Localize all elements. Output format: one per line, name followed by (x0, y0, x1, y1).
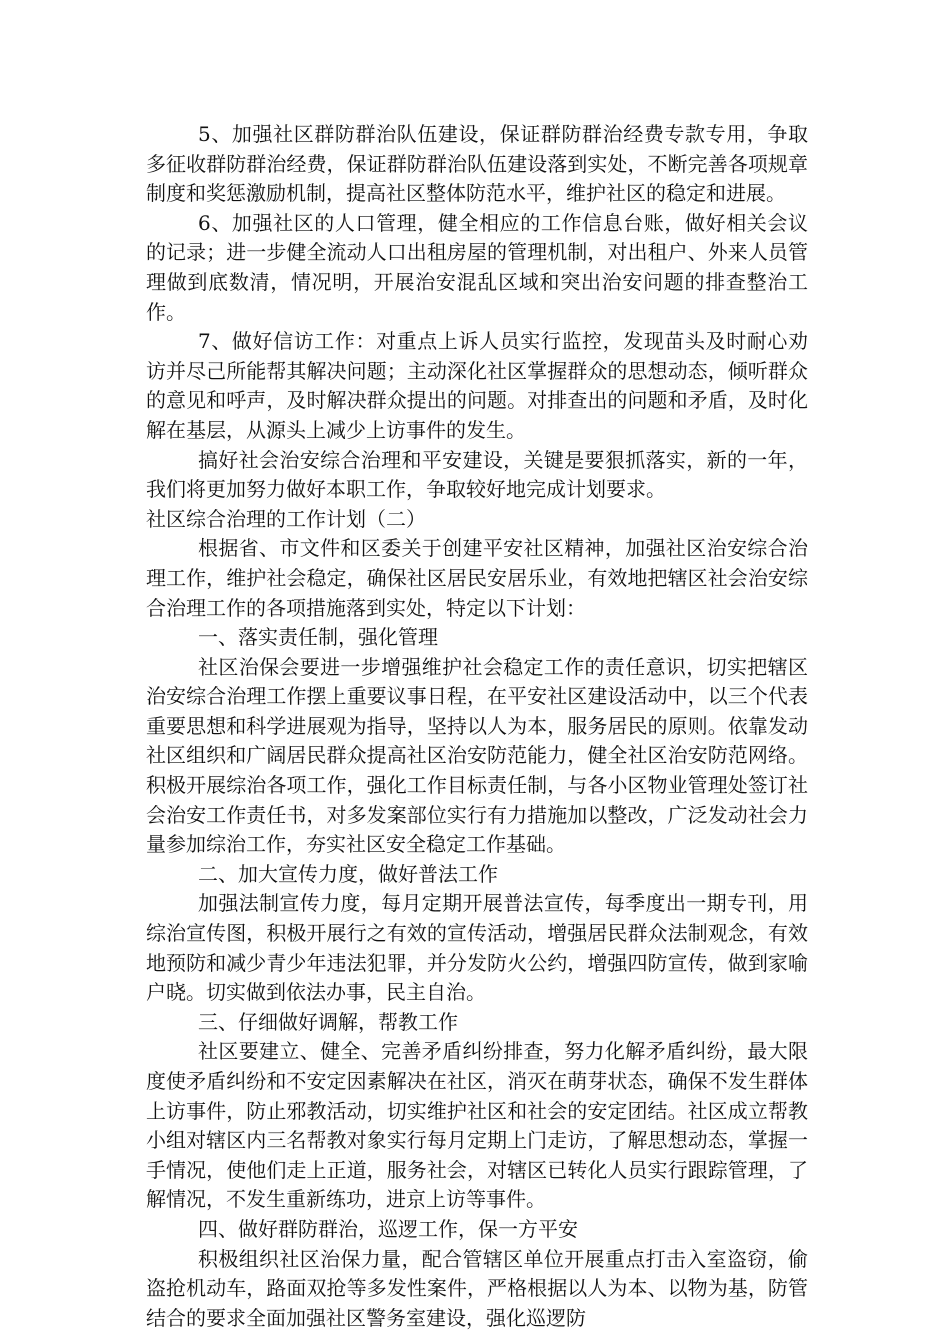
heading-2: 二、加大宣传力度，做好普法工作 (198, 861, 498, 886)
paragraph-2: 加强法制宣传力度，每月定期开展普法宣传，每季度出一期专刊，用综治宣传图，积极开展行之有效的宣传活动，增强居民群众法制观念，有效地预防和减少青少年违法犯罪，并分发防火公约，增强四防宣传，做到家喻户晓。切实做到依法办事，民主自治。 (146, 891, 808, 1005)
heading-1: 一、落实责任制，强化管理 (198, 625, 438, 650)
document-body (146, 120, 808, 1333)
paragraph-summary: 搞好社会治安综合治理和平安建设，关键是要狠抓落实，新的一年，我们将更加努力做好本职工作，争取较好地完成计划要求。 (146, 447, 808, 502)
paragraph-item-6: 6、加强社区的人口管理，健全相应的工作信息台账，做好相关会议的记录；进一步健全流动人口出租房屋的管理机制，对出租户、外来人员管理做到底数清，情况明，开展治安混乱区域和突出治安问题的排查整治工作。 (146, 210, 808, 324)
section-title: 社区综合治理的工作计划（二） (146, 506, 426, 531)
paragraph-3: 社区要建立、健全、完善矛盾纠纷排查，努力化解矛盾纠纷，最大限度使矛盾纠纷和不安定因素解决在社区，消灭在萌芽状态，确保不发生群体上访事件，防止邪教活动，切实维护社区和社会的安定团结。社区成立帮教小组对辖区内三名帮教对象实行每月定期上门走访，了解思想动态，掌握一手情况，使他们走上正道，服务社会，对辖区已转化人员实行跟踪管理，了解情况，不发生重新练功，进京上访等事件。 (146, 1039, 808, 1212)
heading-4: 四、做好群防群治，巡逻工作，保一方平安 (198, 1216, 578, 1241)
paragraph-1: 社区治保会要进一步增强维护社会稳定工作的责任意识，切实把辖区治安综合治理工作摆上重要议事日程，在平安社区建设活动中，以三个代表重要思想和科学进展观为指导，坚持以人为本，服务居民的原则。依靠发动社区组织和广阔居民群众提高社区治安防范能力，健全社区治安防范网络。积极开展综治各项工作，强化工作目标责任制，与各小区物业管理处签订社会治安工作责任书，对多发案部位实行有力措施加以整改，广泛发动社会力量参加综治工作，夯实社区安全稳定工作基础。 (146, 654, 808, 857)
paragraph-item-7: 7、做好信访工作：对重点上诉人员实行监控，发现苗头及时耐心劝访并尽己所能帮其解决问题；主动深化社区掌握群众的思想动态，倾听群众的意见和呼声，及时解决群众提出的问题。对排查出的问题和矛盾，及时化解在基层，从源头上减少上访事件的发生。 (146, 329, 808, 442)
paragraph-item-5: 5、加强社区群防群治队伍建设，保证群防群治经费专款专用，争取多征收群防群治经费，保证群防群治队伍建设落到实处，不断完善各项规章制度和奖惩激励机制，提高社区整体防范水平，维护社区的稳定和进展。 (146, 122, 808, 206)
paragraph-intro: 根据省、市文件和区委关于创建平安社区精神，加强社区治安综合治理工作，维护社会稳定，确保社区居民安居乐业，有效地把辖区社会治安综合治理工作的各项措施落到实处，特定以下计划： (146, 536, 808, 620)
heading-3: 三、仔细做好调解，帮教工作 (198, 1009, 458, 1034)
paragraph-4: 积极组织社区治保力量，配合管辖区单位开展重点打击入室盗窃，偷盗抢机动车，路面双抢等多发性案件，严格根据以人为本、以物为基，防管结合的要求全面加强社区警务室建设，强化巡逻防 (146, 1246, 808, 1330)
